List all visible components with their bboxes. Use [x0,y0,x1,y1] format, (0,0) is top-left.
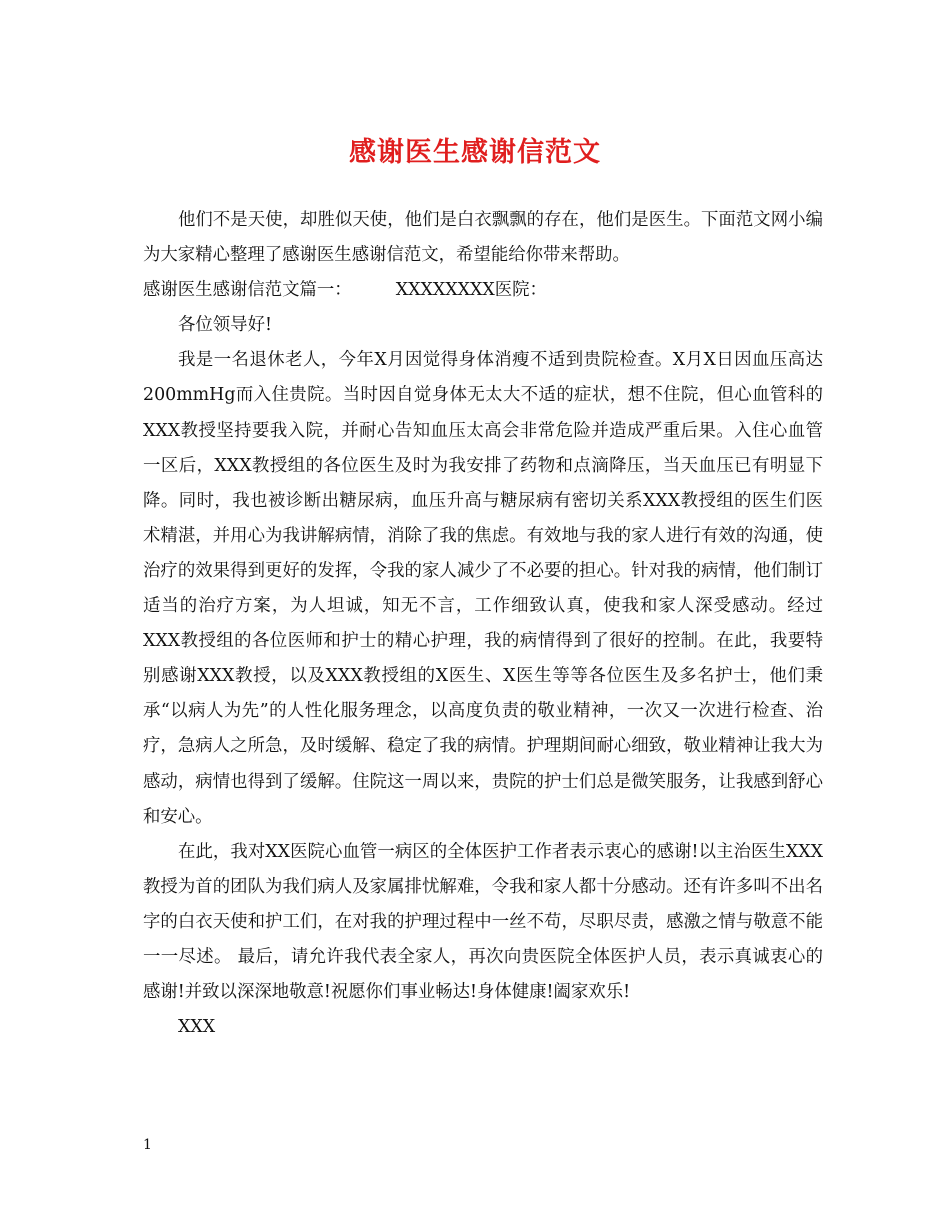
signature: XXX [178,1017,216,1038]
greeting: 各位领导好! [178,315,272,336]
addressee: XXXXXXXX医院： [395,280,547,301]
section-label: 感谢医生感谢信范文篇一： [143,280,352,301]
body-paragraph-1: 我是一名退休老人，今年X月因觉得身体消瘦不适到贵院检查。X月X日因血压高达200mmHg而入住贵院。当时因自觉身体无太大不适的症状，想不住院，但心血管科的XXX教授坚持要我入院，并耐心告知血压太高会非常危险并造成严重后果。入住心血管一区后，XXX教授组的各位医生及时为我安排了药物和点滴降压，当天血压已有明显下降。同时，我也被诊断出糖尿病，血压升高与糖尿病有密切关系XXX教授组的医生们医术精湛，并用心为我讲解病情，消除了我的焦虑。有效地与我的家人进行有效的沟通，使治疗的效果得到更好的发挥，令我的家人减少了不必要的担心。针对我的病情，他们制订适当的治疗方案，为人坦诚，知无不言，工作细致认真，使我和家人深受感动。经过XXX教授组的各位医师和护士的精心护理，我的病情得到了很好的控制。在此，我要特别感谢XXX教授，以及XXX教授组的X医生、X医生等等各位医生及多名护士，他们秉承“以病人为先”的人性化服务理念，以高度负责的敬业精神，一次又一次进行检查、治疗，急病人之所急，及时缓解、稳定了我的病情。护理期间耐心细致，敬业精神让我大为感动，病情也得到了缓解。住院这一周以来，贵院的护士们总是微笑服务，让我感到舒心和安心。 [143,350,823,827]
page-number: 1 [143,1137,152,1153]
body-paragraph-2: 在此，我对XX医院心血管一病区的全体医护工作者表示衷心的感谢!以主治医生XXX教授为首的团队为我们病人及家属排忧解难，令我和家人都十分感动。还有许多叫不出名字的白衣天使和护工们，在对我的护理过程中一丝不苟，尽职尽责，感激之情与敬意不能一一尽述。 最后，请允许我代表全家人，再次向贵医院全体医护人员，表示真诚衷心的感谢!并致以深深地敬意!祝愿你们事业畅达!身体健康!阖家欢乐! [143,841,823,1003]
page-title: 感谢医生感谢信范文 [349,137,601,168]
section-line [143,273,823,308]
intro-paragraph: 他们不是天使，却胜似天使，他们是白衣飘飘的存在，他们是医生。下面范文网小编为大家精心整理了感谢医生感谢信范文，希望能给你带来帮助。 [143,210,823,266]
letter-body [143,203,823,1045]
